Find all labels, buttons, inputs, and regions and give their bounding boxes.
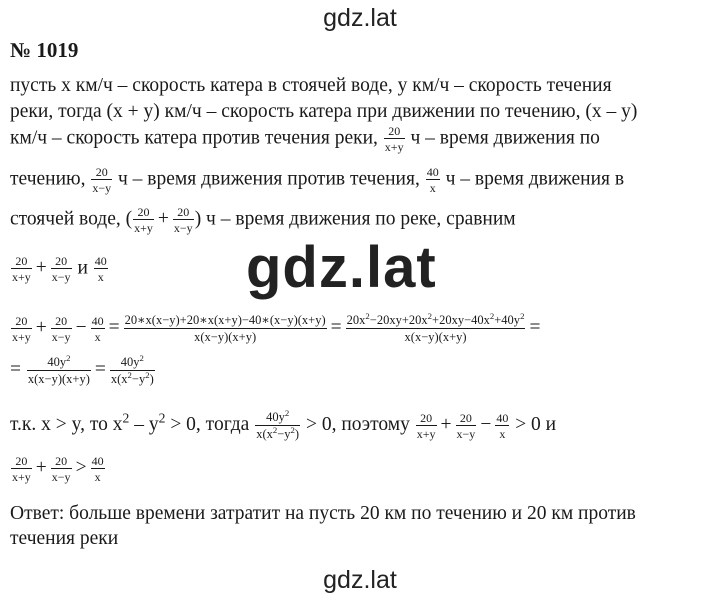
fraction-20-over-x-minus-y — [51, 255, 72, 283]
term: ) — [294, 426, 300, 441]
exponent: 2 — [145, 369, 150, 380]
fraction-40-over-x — [91, 315, 105, 343]
fraction-denominator: x+y — [12, 470, 31, 484]
text-segment: т.к. x > y, то x — [10, 413, 123, 435]
plus-sign: + — [157, 208, 169, 230]
and-word: и — [77, 257, 88, 279]
exponent: 2 — [66, 352, 71, 363]
fraction-20-over-x-minus-y — [51, 455, 72, 483]
fraction-denominator — [255, 426, 300, 441]
fraction-denominator: x−y — [51, 270, 71, 284]
text-segment: > 0, поэтому — [301, 413, 410, 435]
fraction-numerator: 40 — [94, 254, 107, 268]
text-segment: > 0, тогда — [165, 413, 250, 435]
term: ) — [149, 371, 154, 386]
term: −y — [131, 371, 146, 386]
fraction-numerator: 40 — [91, 454, 104, 468]
fraction-40-over-x — [426, 166, 440, 194]
plus-sign: + — [440, 413, 452, 435]
exponent: 2 — [139, 352, 144, 363]
fraction-20-over-x-minus-y — [91, 166, 112, 194]
fraction-20-over-x-minus-y — [51, 315, 72, 343]
text-line-4 — [10, 166, 624, 194]
fraction-denominator: x — [94, 470, 101, 484]
term: 40y — [120, 355, 140, 369]
equation-line-2 — [10, 352, 156, 386]
plus-sign: + — [35, 457, 47, 479]
fraction-40y2-over-difference — [255, 407, 300, 441]
term: 40y — [266, 410, 285, 424]
fraction-numerator: 20 — [456, 412, 477, 426]
fraction-denominator: x+y — [384, 140, 404, 154]
fraction-expanded-polynomial — [346, 310, 526, 344]
text-line-3 — [10, 125, 600, 153]
fraction-denominator: x — [94, 329, 101, 344]
fraction-20-over-x-minus-y — [456, 412, 477, 440]
fraction-numerator: 20 — [133, 206, 154, 220]
conclusion-inequality — [10, 455, 106, 483]
exponent: 2 — [122, 410, 130, 426]
plus-sign: + — [35, 316, 47, 338]
fraction-numerator: 20 — [51, 455, 72, 469]
fraction-numerator: 20∗x(x−y)+20∗x(x+y)−40∗(x−y)(x+y) — [124, 313, 326, 327]
fraction-20-over-x-plus-y — [11, 315, 32, 343]
fraction-40-over-x — [94, 255, 108, 283]
term: 40y — [47, 355, 67, 369]
fraction-numerator — [27, 352, 91, 371]
fraction-numerator: 40 — [426, 165, 439, 179]
reasoning-line — [10, 407, 557, 441]
fraction-40y2-over-difference — [110, 352, 155, 386]
exponent: 2 — [427, 310, 433, 321]
fraction-20-over-x-minus-y — [173, 206, 194, 234]
fraction-denominator: x — [97, 270, 104, 284]
plus-sign: + — [35, 257, 47, 279]
term: x(x — [256, 426, 273, 441]
minus-sign: − — [480, 413, 492, 435]
fraction-denominator: x+y — [134, 221, 153, 235]
equals-sign: = — [108, 316, 120, 338]
exponent: 2 — [489, 310, 495, 321]
term: −y — [277, 426, 291, 441]
text-segment: ) ч – время движения по реке, сравним — [194, 208, 516, 230]
fraction-numerator: 20 — [51, 255, 72, 269]
answer-line-1: Ответ: больше времени затратит на пусть 20 км по течению и 20 км против — [10, 503, 636, 524]
text-line-2: реки, тогда (x + y) км/ч – скорость катера при движении по течению, (x – y) — [10, 101, 638, 122]
fraction-20-over-x-plus-y — [133, 206, 154, 234]
fraction-20-over-x-plus-y — [11, 455, 32, 483]
fraction-denominator: x(x−y)(x+y) — [27, 371, 90, 386]
fraction-denominator: x(x−y)(x+y) — [404, 329, 467, 344]
equals-sign: = — [529, 316, 541, 338]
exponent: 2 — [272, 424, 278, 435]
exponent: 2 — [290, 424, 295, 435]
fraction-denominator: x — [429, 181, 436, 195]
fraction-numerator — [346, 310, 526, 329]
fraction-numerator: 20 — [173, 206, 194, 220]
problem-number: № 1019 — [10, 38, 79, 62]
fraction-denominator: x−y — [92, 181, 112, 195]
text-segment: – y — [129, 413, 159, 435]
fraction-20-over-x-plus-y — [384, 125, 405, 153]
fraction-numerator: 40 — [496, 410, 509, 425]
fraction-numerator: 20 — [11, 255, 32, 269]
text-segment: стоячей воде, ( — [10, 208, 133, 230]
exponent: 2 — [158, 410, 166, 426]
term: +20xy−40x — [432, 313, 490, 327]
watermark-bottom: gdz.lat — [323, 566, 397, 594]
greater-than-sign: > — [75, 457, 87, 479]
fraction-denominator: x−y — [51, 329, 71, 344]
term: 20x — [346, 313, 366, 327]
text-line-1: пусть x км/ч – скорость катера в стоячей воде, y км/ч – скорость течения — [10, 75, 612, 96]
fraction-denominator: x−y — [51, 470, 71, 484]
compare-line — [10, 255, 109, 283]
fraction-denominator: x+y — [12, 270, 31, 284]
fraction-denominator: x+y — [416, 426, 436, 441]
fraction-numerator: 20 — [11, 455, 32, 469]
text-segment: течению, — [10, 168, 86, 190]
equals-sign: = — [10, 358, 21, 380]
fraction-denominator — [110, 371, 155, 386]
exponent: 2 — [520, 310, 525, 321]
fraction-numerator: 20 — [384, 125, 405, 139]
term: +40y — [494, 313, 521, 327]
equation-line-1 — [10, 310, 543, 344]
fraction-numerator: 20 — [91, 166, 112, 180]
text-line-5 — [10, 206, 516, 234]
text-segment: ч – время движения по — [410, 127, 600, 149]
fraction-numerator: 20 — [11, 315, 32, 329]
fraction-numerator: 20 — [416, 412, 437, 426]
fraction-40-over-x — [495, 412, 509, 440]
minus-sign: − — [75, 316, 87, 338]
watermark-top: gdz.lat — [323, 4, 397, 32]
fraction-denominator: x — [499, 426, 506, 441]
term: −20xy+20x — [369, 313, 428, 327]
equals-sign: = — [94, 358, 106, 380]
fraction-combined-numerator — [124, 314, 327, 343]
text-segment: > 0 и — [510, 413, 557, 435]
text-segment: ч – время движения в — [445, 168, 625, 190]
fraction-numerator: 40 — [91, 313, 104, 328]
equals-sign: = — [330, 316, 342, 338]
term: x(x — [110, 371, 128, 386]
fraction-40y2-over-product — [27, 352, 91, 386]
exponent: 2 — [365, 310, 370, 321]
fraction-denominator: x−y — [456, 426, 476, 441]
watermark-center: gdz.lat — [246, 235, 437, 300]
fraction-numerator — [255, 407, 300, 426]
fraction-numerator: 20 — [51, 315, 72, 329]
answer-line-2: течения реки — [10, 528, 119, 549]
text-segment: ч – время движения против течения, — [118, 168, 420, 190]
fraction-20-over-x-plus-y — [416, 412, 437, 440]
exponent: 2 — [284, 407, 290, 418]
fraction-denominator: x(x−y)(x+y) — [194, 329, 257, 344]
fraction-denominator: x+y — [12, 329, 31, 344]
text-segment: км/ч – скорость катера против течения реки, — [10, 127, 378, 149]
fraction-20-over-x-plus-y — [11, 255, 32, 283]
fraction-denominator: x−y — [173, 221, 193, 235]
fraction-numerator — [110, 352, 155, 371]
fraction-40-over-x — [91, 455, 105, 483]
exponent: 2 — [127, 369, 132, 380]
